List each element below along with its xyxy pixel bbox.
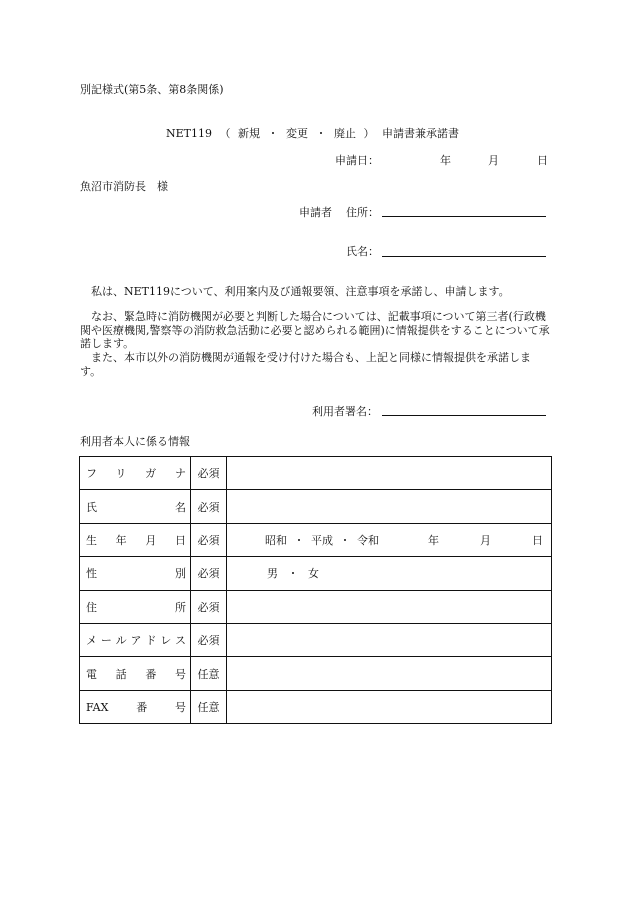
consent-paragraph-3: また、本市以外の消防機関が通報を受け付けた場合も、上記と同様に情報提供を承諾します。: [80, 351, 531, 378]
table-row: [80, 557, 552, 590]
table-row: [80, 457, 552, 490]
name-field[interactable]: [382, 256, 546, 257]
gender-field[interactable]: [227, 557, 552, 590]
apply-date-label: 申請日：: [335, 154, 379, 167]
full-name-field[interactable]: [227, 490, 552, 523]
apply-date-month: 月: [488, 154, 499, 167]
optional-badge: 任意: [191, 690, 227, 723]
required-badge: 必須: [191, 590, 227, 623]
form-reference: 別記様式(第5条、第8条関係): [80, 83, 224, 96]
required-badge: 必須: [191, 623, 227, 656]
user-address-field[interactable]: [227, 590, 552, 623]
section-title: 利用者本人に係る情報: [80, 435, 190, 448]
required-badge: 必須: [191, 457, 227, 490]
fax-field[interactable]: [227, 690, 552, 723]
table-row: [80, 590, 552, 623]
birthdate-field[interactable]: [227, 523, 552, 556]
apply-date-year: 年: [440, 154, 451, 167]
required-badge: 必須: [191, 523, 227, 556]
birth-month-label: 月: [480, 533, 491, 547]
form-title: NET119 （ 新規 ・ 変更 ・ 廃止 ） 申請書兼承諾書: [166, 127, 459, 140]
email-field[interactable]: [227, 623, 552, 656]
row-label-name: 氏名: [80, 490, 191, 523]
row-label-fax: FAX番号: [80, 690, 191, 723]
table-row: [80, 657, 552, 690]
address-field[interactable]: [382, 216, 546, 217]
row-label-address: 住所: [80, 590, 191, 623]
required-badge: 必須: [191, 490, 227, 523]
row-label-birthdate: 生年月日: [80, 523, 191, 556]
addressee: 魚沼市消防長 様: [80, 180, 168, 193]
row-label-gender: 性別: [80, 557, 191, 590]
table-row: [80, 523, 552, 556]
row-label-phone: 電話番号: [80, 657, 191, 690]
address-label: 住所：: [346, 206, 379, 219]
user-info-table: [79, 456, 552, 724]
consent-paragraph-1: 私は、NET119について、利用案内及び通報要領、注意事項を承諾し、申請します。: [91, 285, 510, 298]
era-options[interactable]: 昭和 ・ 平成 ・ 令和: [265, 533, 379, 547]
signature-field[interactable]: [382, 415, 546, 416]
row-label-email: メールアドレス: [80, 623, 191, 656]
table-row: [80, 623, 552, 656]
table-row: [80, 690, 552, 723]
gender-options[interactable]: 男 ・ 女: [267, 567, 319, 581]
phone-field[interactable]: [227, 657, 552, 690]
birth-year-label: 年: [428, 533, 439, 547]
name-label: 氏名：: [346, 245, 379, 258]
furigana-field[interactable]: [227, 457, 552, 490]
required-badge: 必須: [191, 557, 227, 590]
apply-date-day: 日: [537, 154, 548, 167]
table-row: [80, 490, 552, 523]
signature-label: 利用者署名：: [312, 405, 378, 418]
birth-day-label: 日: [532, 533, 543, 547]
row-label-furigana: フリガナ: [80, 457, 191, 490]
optional-badge: 任意: [191, 657, 227, 690]
consent-paragraph-2: なお、緊急時に消防機関が必要と判断した場合については、記載事項について第三者(行政機関や医療機関,警察等の消防救急活動に必要と認められる範囲)に情報提供をすることについて承諾します。: [80, 310, 550, 350]
applicant-label: 申請者: [299, 206, 332, 219]
